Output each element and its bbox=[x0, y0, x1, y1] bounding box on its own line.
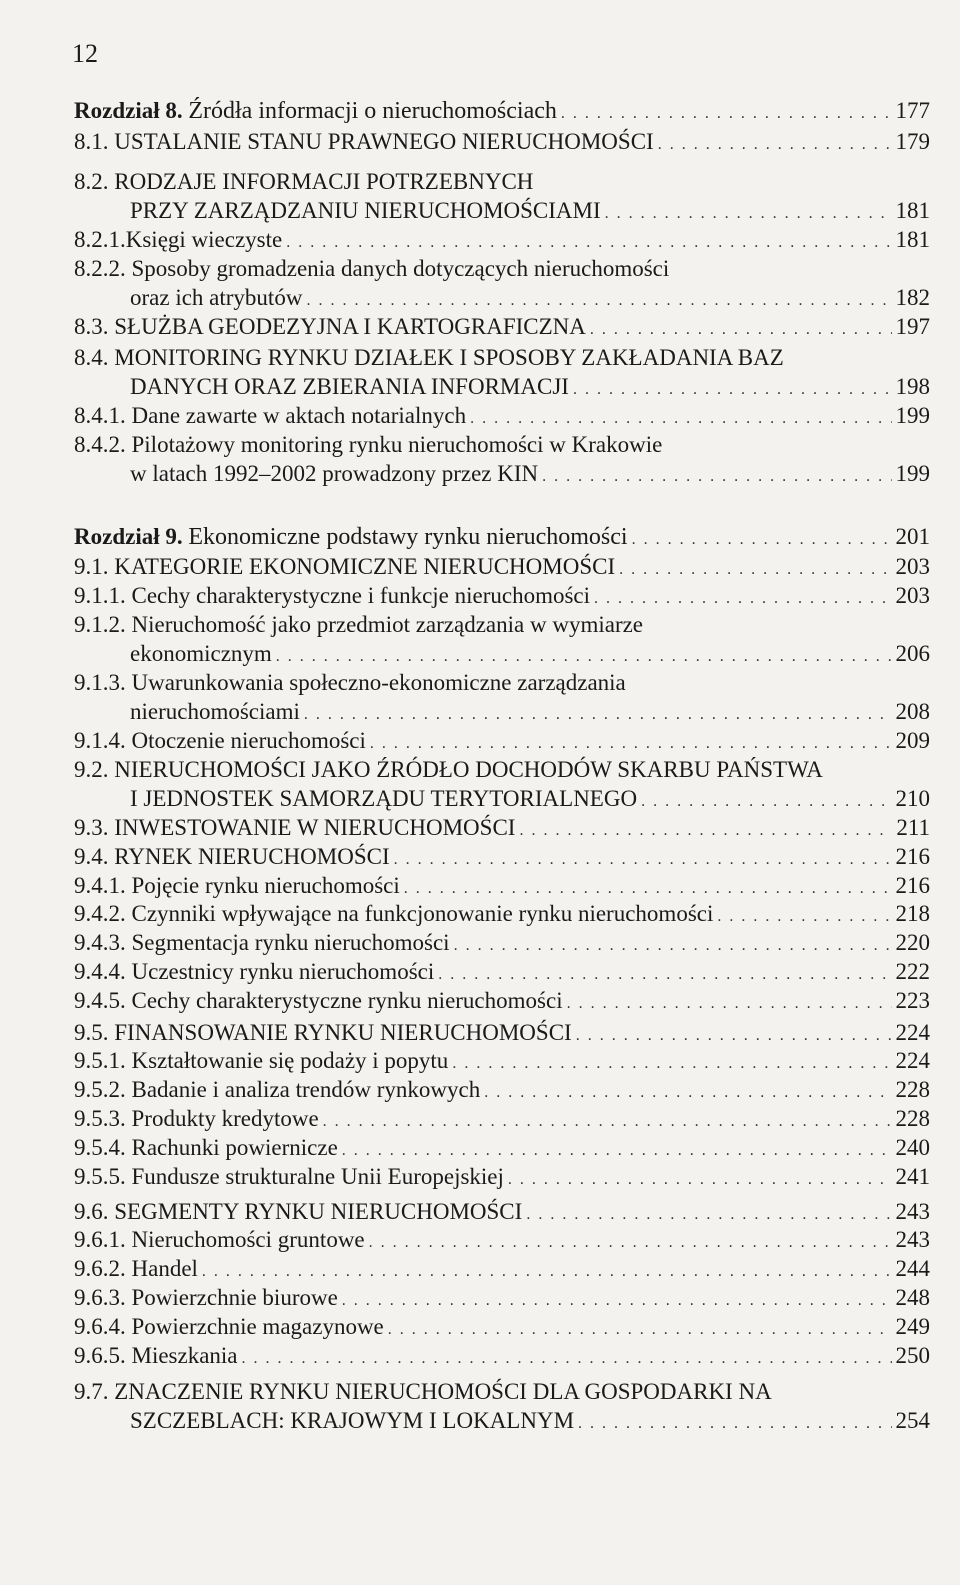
page-ref: 210 bbox=[895, 786, 930, 811]
leader-dots bbox=[567, 989, 892, 1019]
entry-title: Powierzchnie magazynowe bbox=[131, 1314, 384, 1339]
entry-title: Uwarunkowania społeczno-ekonomiczne zarządzania bbox=[131, 670, 626, 695]
page-ref: 223 bbox=[895, 988, 930, 1013]
entry-number: 9.4.5. bbox=[74, 988, 126, 1013]
entry-title: Handel bbox=[131, 1256, 198, 1281]
entry-number: 9.1.2. bbox=[74, 612, 126, 637]
page-ref: 218 bbox=[895, 901, 930, 926]
entry-number: 9.4.3. bbox=[74, 930, 126, 955]
chapter-label: Rozdział 8. bbox=[74, 98, 183, 123]
page-ref: 243 bbox=[895, 1227, 930, 1252]
entry-number: 9.5.1. bbox=[74, 1048, 126, 1073]
entry-number: 9.5.2. bbox=[74, 1077, 126, 1102]
page-ref: 222 bbox=[895, 959, 930, 984]
leader-dots bbox=[658, 130, 892, 160]
page-ref: 240 bbox=[895, 1135, 930, 1160]
entry-number: 8.1. bbox=[74, 129, 109, 154]
chapter-title: Ekonomiczne podstawy rynku nieruchomości bbox=[188, 524, 628, 550]
entry-number: 9.6. bbox=[74, 1199, 109, 1224]
page-ref: 203 bbox=[895, 554, 930, 579]
entry-number: 9.3. bbox=[74, 815, 109, 840]
page-ref: 249 bbox=[895, 1314, 930, 1339]
page-ref: 177 bbox=[895, 98, 930, 123]
entry-number: 8.2. bbox=[74, 169, 109, 194]
entry-title: INWESTOWANIE W NIERUCHOMOŚCI bbox=[114, 815, 516, 840]
entry-title-cont: I JEDNOSTEK SAMORZĄDU TERYTORIALNEGO bbox=[130, 786, 638, 811]
entry-number: 9.6.4. bbox=[74, 1314, 126, 1339]
entry-number: 9.1.4. bbox=[74, 728, 126, 753]
leader-dots bbox=[632, 525, 892, 555]
page-ref: 209 bbox=[895, 728, 930, 753]
page-ref: 203 bbox=[895, 583, 930, 608]
entry-number: 9.6.2. bbox=[74, 1256, 126, 1281]
entry-number: 8.4.2. bbox=[74, 432, 126, 457]
leader-dots bbox=[590, 315, 892, 345]
leader-dots bbox=[578, 1409, 891, 1439]
entry-title-cont: ekonomicznym bbox=[130, 641, 272, 666]
page-ref: 244 bbox=[895, 1256, 930, 1281]
entry-title: Cechy charakterystyczne i funkcje nieruchomości bbox=[131, 583, 591, 608]
entry-title: USTALANIE STANU PRAWNEGO NIERUCHOMOŚCI bbox=[114, 129, 654, 154]
entry-number: 9.5. bbox=[74, 1020, 109, 1045]
chapter-title: Źródła informacji o nieruchomościach bbox=[188, 98, 557, 124]
entry-title-cont: oraz ich atrybutów bbox=[130, 285, 303, 310]
page-ref: 224 bbox=[895, 1020, 930, 1045]
entry-number: 9.6.1. bbox=[74, 1227, 126, 1252]
page-ref: 216 bbox=[895, 844, 930, 869]
entry-title: Mieszkania bbox=[131, 1343, 238, 1368]
entry-title: Czynniki wpływające na funkcjonowanie rynku nieruchomości bbox=[131, 901, 714, 926]
leader-dots bbox=[561, 99, 892, 129]
page-ref: 181 bbox=[895, 198, 930, 223]
entry-number: 9.1. bbox=[74, 554, 109, 579]
chapter-label: Rozdział 9. bbox=[74, 524, 183, 549]
entry-title: Kształtowanie się podaży i popytu bbox=[131, 1048, 449, 1073]
page-ref: 181 bbox=[895, 227, 930, 252]
entry-title: Cechy charakterystyczne rynku nieruchomości bbox=[131, 988, 563, 1013]
page-ref: 201 bbox=[895, 524, 930, 549]
entry-title-cont: w latach 1992–2002 prowadzony przez KIN bbox=[130, 461, 539, 486]
page-number: 12 bbox=[72, 39, 98, 68]
page-ref: 224 bbox=[895, 1048, 930, 1073]
page-ref: 198 bbox=[895, 374, 930, 399]
entry-title: 8.2.1.Księgi wieczyste bbox=[74, 227, 283, 252]
entry-title: MONITORING RYNKU DZIAŁEK I SPOSOBY ZAKŁADANIA BAZ bbox=[114, 345, 784, 370]
entry-title-cont: PRZY ZARZĄDZANIU NIERUCHOMOŚCIAMI bbox=[130, 198, 601, 223]
entry-number: 9.4. bbox=[74, 844, 109, 869]
page-ref: 182 bbox=[895, 285, 930, 310]
entry-title: Nieruchomość jako przedmiot zarządzania w wymiarze bbox=[131, 612, 644, 637]
page-ref: 216 bbox=[895, 873, 930, 898]
page-ref: 220 bbox=[895, 930, 930, 955]
entry-title: RODZAJE INFORMACJI POTRZEBNYCH bbox=[114, 169, 534, 194]
entry-number: 9.5.5. bbox=[74, 1164, 126, 1189]
entry-title: FINANSOWANIE RYNKU NIERUCHOMOŚCI bbox=[114, 1020, 572, 1045]
entry-title: Segmentacja rynku nieruchomości bbox=[131, 930, 450, 955]
entry-title: Pojęcie rynku nieruchomości bbox=[131, 873, 400, 898]
page-ref: 199 bbox=[895, 461, 930, 486]
entry-number: 9.1.3. bbox=[74, 670, 126, 695]
page-ref: 241 bbox=[895, 1164, 930, 1189]
entry-title: SŁUŻBA GEODEZYJNA I KARTOGRAFICZNA bbox=[114, 314, 586, 339]
entry-title: Badanie i analiza trendów rynkowych bbox=[131, 1077, 481, 1102]
entry-number: 9.4.1. bbox=[74, 873, 126, 898]
entry-number: 9.5.4. bbox=[74, 1135, 126, 1160]
leader-dots bbox=[242, 1344, 892, 1374]
leader-dots bbox=[508, 1165, 892, 1195]
entry-title: Otoczenie nieruchomości bbox=[131, 728, 366, 753]
entry-title-cont: DANYCH ORAZ ZBIERANIA INFORMACJI bbox=[130, 374, 569, 399]
page-ref: 248 bbox=[895, 1285, 930, 1310]
entry-title: Powierzchnie biurowe bbox=[131, 1285, 338, 1310]
leader-dots bbox=[542, 462, 891, 492]
entry-number: 9.6.5. bbox=[74, 1343, 126, 1368]
entry-number: 9.7. bbox=[74, 1379, 109, 1404]
page-ref: 211 bbox=[896, 815, 930, 840]
page-ref: 197 bbox=[895, 314, 930, 339]
entry-title: KATEGORIE EKONOMICZNE NIERUCHOMOŚCI bbox=[114, 554, 616, 579]
entry-title: Sposoby gromadzenia danych dotyczących nieruchomości bbox=[131, 256, 670, 281]
entry-number: 9.6.3. bbox=[74, 1285, 126, 1310]
entry-number: 9.2. bbox=[74, 757, 109, 782]
entry-number: 8.4. bbox=[74, 345, 109, 370]
entry-title: Pilotażowy monitoring rynku nieruchomości w Krakowie bbox=[131, 432, 663, 457]
entry-number: 9.1.1. bbox=[74, 583, 126, 608]
entry-number: 9.4.2. bbox=[74, 901, 126, 926]
entry-number: 8.3. bbox=[74, 314, 109, 339]
entry-title: Produkty kredytowe bbox=[131, 1106, 319, 1131]
page-ref: 228 bbox=[895, 1106, 930, 1131]
page-ref: 243 bbox=[895, 1199, 930, 1224]
entry-title: Fundusze strukturalne Unii Europejskiej bbox=[131, 1164, 504, 1189]
page-ref: 179 bbox=[895, 129, 930, 154]
page-ref: 250 bbox=[895, 1343, 930, 1368]
entry-title: SEGMENTY RYNKU NIERUCHOMOŚCI bbox=[114, 1199, 523, 1224]
page-ref: 208 bbox=[895, 699, 930, 724]
page-ref: 199 bbox=[895, 403, 930, 428]
entry-number: 9.4.4. bbox=[74, 959, 126, 984]
entry-number: 8.2.2. bbox=[74, 256, 126, 281]
page-ref: 228 bbox=[895, 1077, 930, 1102]
entry-number: 9.5.3. bbox=[74, 1106, 126, 1131]
entry-title-cont: SZCZEBLACH: KRAJOWYM I LOKALNYM bbox=[130, 1408, 575, 1433]
entry-title: Dane zawarte w aktach notarialnych bbox=[131, 403, 467, 428]
entry-title: Rachunki powiernicze bbox=[131, 1135, 338, 1160]
entry-title: Uczestnicy rynku nieruchomości bbox=[131, 959, 435, 984]
entry-title: NIERUCHOMOŚCI JAKO ŹRÓDŁO DOCHODÓW SKARBU PAŃSTWA bbox=[114, 757, 823, 782]
entry-number: 8.4.1. bbox=[74, 403, 126, 428]
entry-title: ZNACZENIE RYNKU NIERUCHOMOŚCI DLA GOSPODARKI NA bbox=[114, 1379, 772, 1404]
entry-title: RYNEK NIERUCHOMOŚCI bbox=[114, 844, 390, 869]
entry-title: Nieruchomości gruntowe bbox=[131, 1227, 365, 1252]
page-ref: 206 bbox=[895, 641, 930, 666]
entry-title-cont: nieruchomościami bbox=[130, 699, 300, 724]
page-ref: 254 bbox=[895, 1408, 930, 1433]
